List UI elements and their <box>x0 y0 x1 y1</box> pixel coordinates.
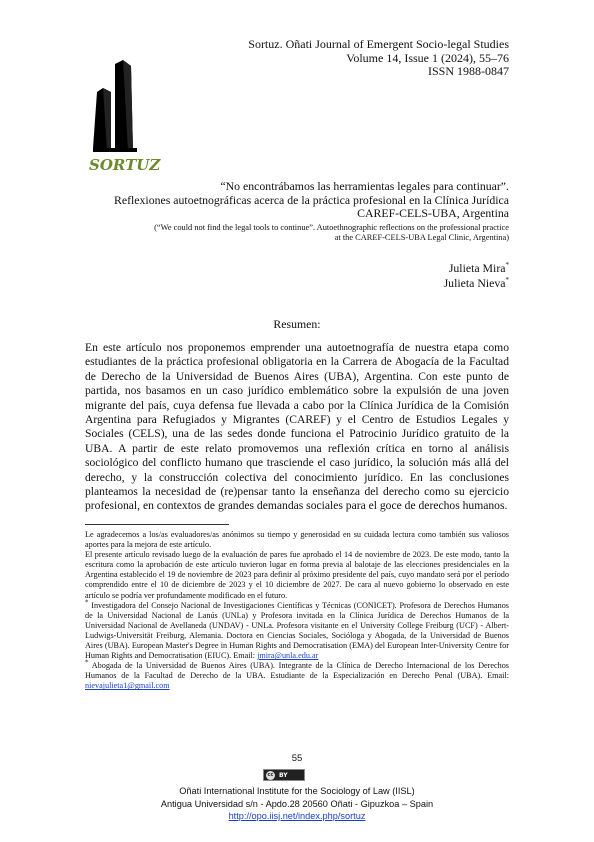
footnote-acknowledgement: Le agradecemos a los/as evaluadores/as anónimos su tiempo y generosidad en su cuidada lectura como también sus valiosos aportes para la mejora de este artículo. <box>85 530 509 550</box>
by-label: BY <box>279 771 288 779</box>
logo-wordmark: SORTUZ <box>89 156 161 174</box>
abstract-text: En este artículo nos proponemos emprender una autoetnografía de nuestra etapa como estudiantes de la práctica profesional obligatoria en la Carrera de Abogacía de la Facultad de Derecho de la Universidad de Buenos Aires (UBA), Argentina. Con este punto de partida, nos basamos en un caso jurídico emblemático sobre la expulsión de una joven migrante del país, cuya defensa fue llevada a cabo por la Clínica Jurídica de la Comisión Argentina para Refugiados y Migrantes (CAREF) y el Centro de Estudios Legales y Sociales (CELS), una de las sedes donde funciona el Patrocinio Jurídico gratuito de la UBA. A partir de este relato promovemos una reflexión crítica en torno al análisis sociológico del conflicto humano que trasciende el caso jurídico, la solución más allá del derecho, y la construcción colectiva del conocimiento jurídico. En las conclusiones planteamos la necesidad de (re)pensar tanto la enseñanza del derecho como su ejercicio profesional, en contextos de grandes demandas sociales para el goce de derechos humanos. <box>85 341 509 513</box>
journal-name: Sortuz. Oñati Journal of Emergent Socio-legal Studies <box>248 37 509 51</box>
article-title-block <box>89 180 509 243</box>
sortuz-logo-graphic <box>85 58 169 178</box>
footnote-approval-note: El presente artículo revisado luego de la evaluación de pares fue aprobado el 14 de noviembre de 2023. De este modo, tanto la escritura como la aprobación de este artículo tuvieron lugar en forma previa al balotaje de las elecciones presidenciales en la Argentina establecido el 19 de noviembre de 2023 para definir al próximo presidente del país, cuyo mandato será por el período comprendido entre el 10 de diciembre de 2023 y el 10 diciembre de 2027. De cara al nuevo gobierno lo observado en este artículo se podría ver profundamente modificado en el futuro. <box>85 550 509 600</box>
page-footer <box>0 785 594 823</box>
footer-institute: Oñati International Institute for the Sociology of Law (IISL) <box>179 786 415 796</box>
footnote-author-2: * Abogada de la Universidad de Buenos Aires (UBA). Integrante de la Clínica de Derecho Internacional de los Derechos Humanos de la Facultad de Derecho de la UBA. Estudiante de la Especialización en Derecho Penal (UBA). Email: nievajulieta1@gmail.com <box>85 658 509 691</box>
abstract-heading: Resumen: <box>273 317 321 331</box>
footer-journal-link[interactable]: http://opo.iisj.net/index.php/sortuz <box>228 811 366 821</box>
page-number: 55 <box>291 753 303 764</box>
footer-address: Antigua Universidad s/n - Apdo.28 20560 Oñati - Gipuzkoa – Spain <box>160 798 434 809</box>
cc-icon: cc <box>267 772 274 778</box>
article-subtitle-line-2: at the CAREF-CELS-UBA Legal Clinic, Argentina) <box>334 232 509 242</box>
article-title-line-1: “No encontrábamos las herramientas legales para continuar”. <box>220 179 509 193</box>
sortuz-logo <box>85 58 169 178</box>
author-list <box>444 261 509 290</box>
journal-issn: ISSN 1988-0847 <box>427 64 509 78</box>
journal-volume: Volume 14, Issue 1 (2024), 55–76 <box>346 50 509 65</box>
article-subtitle-line-1: (“We could not find the legal tools to continue”. Autoethnographic reflections on the professional practice <box>154 222 509 232</box>
author-2-email-link[interactable]: nievajulieta1@gmail.com <box>85 681 170 691</box>
cc-license-badge[interactable] <box>263 769 305 781</box>
author-1-email-link[interactable]: jmira@unla.edu.ar <box>257 651 319 661</box>
footnote-divider <box>85 524 229 525</box>
article-title-line-2: Reflexiones autoetnográficas acerca de la práctica profesional en la Clínica Jurídica <box>113 192 509 207</box>
author-footnote-mark[interactable]: * <box>505 275 509 284</box>
author-name: Julieta Mira* <box>448 261 509 275</box>
footnote-author-1: * Investigadora del Consejo Nacional de Investigaciones Científicas y Técnicas (CONICET). Profesora de Derechos Humanos de la Universidad Nacional de Lanús (UNLa) y Profesora invitada en la Clínica Jurídica de Derechos Humanos de la Universidad Nacional de Avellaneda (UNDAV) - UNLa. Profesora visitante en el University College Freiburg (UCF) - Albert-Ludwigs-Universität Freiburg, Alemania. Doctora en Ciencias Sociales, Socióloga y Abogada, de la Universidad de Buenos Aires (UBA). European Master's Degree in Human Rights and Democratisation (EMA) del European Inter-University Centre for Human Rights and Democratisation (EIUC). Email: jmira@unla.edu.ar <box>85 597 509 661</box>
article-title-line-3: CAREF-CELS-UBA, Argentina <box>357 206 509 220</box>
footnotes <box>85 530 509 692</box>
article-subtitle <box>89 223 509 243</box>
author-name: Julieta Nieva* <box>443 275 509 290</box>
author-footnote-mark[interactable]: * <box>505 261 509 270</box>
journal-header <box>248 38 509 79</box>
